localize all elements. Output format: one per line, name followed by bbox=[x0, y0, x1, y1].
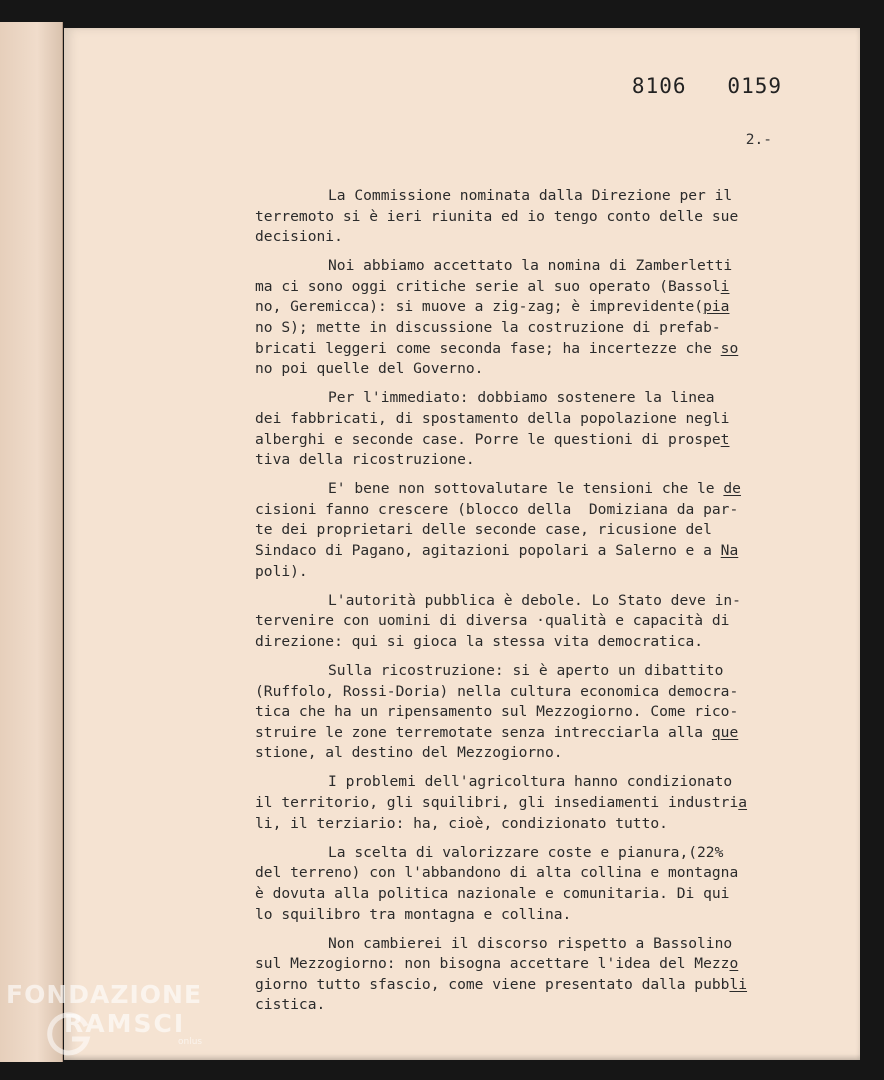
line-text: sul Mezzogiorno: non bisogna accettare l'idea del Mezz bbox=[255, 955, 730, 973]
text-line bbox=[255, 541, 795, 562]
text-line bbox=[255, 905, 795, 926]
text-line bbox=[255, 934, 795, 955]
document-body bbox=[255, 186, 795, 1024]
text-line bbox=[255, 743, 795, 764]
text-line bbox=[255, 186, 795, 207]
line-text: Noi abbiamo accettato la nomina di Zamberletti bbox=[328, 257, 733, 275]
text-line bbox=[255, 207, 795, 228]
paragraph bbox=[255, 256, 795, 380]
text-line bbox=[255, 611, 795, 632]
line-text: terremoto si è ieri riunita ed io tengo conto delle sue bbox=[255, 207, 739, 225]
underlined-fragment: i bbox=[720, 277, 730, 295]
text-line bbox=[255, 430, 795, 451]
line-text: stione, al destino del Mezzogiorno. bbox=[255, 744, 563, 762]
line-text: Sulla ricostruzione: si è aperto un dibattito bbox=[328, 661, 724, 679]
gramsci-g-logo-icon bbox=[46, 1012, 92, 1058]
text-line bbox=[255, 863, 795, 884]
text-line bbox=[255, 682, 795, 703]
text-line bbox=[255, 995, 795, 1016]
text-line bbox=[255, 772, 795, 793]
line-text: lo squilibro tra montagna e collina. bbox=[255, 905, 572, 923]
line-text: no poi quelle del Governo. bbox=[255, 360, 484, 378]
paragraph bbox=[255, 934, 795, 1016]
line-text: dei fabbricati, di spostamento della popolazione negli bbox=[255, 409, 730, 427]
underlined-fragment: Na bbox=[720, 542, 739, 559]
line-text: Sindaco di Pagano, agitazioni popolari a Salerno e a bbox=[255, 542, 721, 559]
underlined-fragment: so bbox=[720, 339, 739, 357]
text-line bbox=[255, 591, 795, 612]
line-text: te dei proprietari delle seconde case, ricusione del bbox=[255, 521, 712, 539]
text-line bbox=[255, 814, 795, 835]
line-text: decisioni. bbox=[255, 228, 343, 246]
paragraph bbox=[255, 661, 795, 764]
underlined-fragment: que bbox=[711, 723, 739, 741]
line-text: li, il terziario: ha, cioè, condizionato tutto. bbox=[255, 814, 668, 832]
line-text: E' bene non sottovalutare le tensioni che le bbox=[328, 480, 724, 498]
line-text: è dovuta alla politica nazionale e comunitaria. Di qui bbox=[255, 884, 730, 902]
text-line bbox=[255, 277, 795, 298]
line-text: giorno tutto sfascio, come viene presentato dalla pubb bbox=[255, 975, 730, 993]
underlined-fragment: de bbox=[723, 480, 741, 498]
text-line bbox=[255, 318, 795, 339]
paragraph bbox=[255, 843, 795, 925]
paragraph bbox=[255, 479, 795, 582]
line-text: no, Geremicca): si muove a zig-zag; è imprevidente( bbox=[255, 298, 704, 316]
line-text: struire le zone terremotate senza intrecciarla alla bbox=[255, 723, 712, 741]
line-text: alberghi e seconde case. Porre le questioni di prospe bbox=[255, 430, 721, 448]
text-line bbox=[255, 632, 795, 653]
paragraph bbox=[255, 591, 795, 653]
text-line bbox=[255, 843, 795, 864]
text-line bbox=[255, 793, 795, 814]
line-text: L'autorità pubblica è debole. Lo Stato deve in- bbox=[328, 591, 741, 609]
line-text: (Ruffolo, Rossi-Doria) nella cultura economica democra- bbox=[255, 682, 739, 700]
watermark-logo bbox=[6, 982, 202, 1047]
text-line bbox=[255, 975, 795, 996]
underlined-fragment: pia bbox=[703, 298, 730, 316]
text-line bbox=[255, 954, 795, 975]
line-text: tica che ha un ripensamento sul Mezzogiorno. Come rico- bbox=[255, 703, 739, 721]
watermark-line2: RAMSCI bbox=[64, 1009, 186, 1038]
line-text: ma ci sono oggi critiche serie al suo operato (Bassol bbox=[255, 277, 721, 295]
line-text: La scelta di valorizzare coste e pianura,(22% bbox=[328, 843, 724, 861]
line-text: bricati leggeri come seconda fase; ha incertezze che bbox=[255, 339, 721, 357]
back-sheet-edge bbox=[0, 22, 63, 1062]
text-line bbox=[255, 723, 795, 744]
paragraph bbox=[255, 388, 795, 470]
watermark-line3: onlus bbox=[178, 1037, 203, 1047]
text-line bbox=[255, 256, 795, 277]
line-text: tervenire con uomini di diversa ·qualità e capacità di bbox=[255, 612, 730, 630]
text-line bbox=[255, 500, 795, 521]
watermark-line1: FONDAZIONE bbox=[6, 980, 203, 1009]
text-line bbox=[255, 661, 795, 682]
paragraph bbox=[255, 772, 795, 834]
line-text: I problemi dell'agricoltura hanno condizionato bbox=[328, 773, 733, 791]
text-line bbox=[255, 520, 795, 541]
text-line bbox=[255, 702, 795, 723]
text-line bbox=[255, 359, 795, 380]
line-text: il territorio, gli squilibri, gli insediamenti industri bbox=[255, 794, 739, 812]
line-text: tiva della ricostruzione. bbox=[255, 451, 475, 469]
line-text: cistica. bbox=[255, 996, 326, 1014]
line-text: no S); mette in discussione la costruzione di prefab- bbox=[255, 319, 721, 337]
paragraph bbox=[255, 186, 795, 248]
line-text: La Commissione nominata dalla Direzione per il bbox=[328, 187, 733, 204]
underlined-fragment: a bbox=[738, 794, 748, 812]
line-text: poli). bbox=[255, 562, 308, 580]
text-line bbox=[255, 339, 795, 360]
line-text: cisioni fanno crescere (blocco della Domiziana da par- bbox=[255, 500, 739, 518]
text-line bbox=[255, 562, 795, 583]
line-text: direzione: qui si gioca la stessa vita democratica. bbox=[255, 632, 704, 650]
page-number: 2.- bbox=[745, 132, 772, 148]
text-line bbox=[255, 227, 795, 248]
text-line bbox=[255, 409, 795, 430]
underlined-fragment: t bbox=[720, 430, 730, 448]
document-page bbox=[64, 28, 860, 1060]
text-line bbox=[255, 450, 795, 471]
text-line bbox=[255, 884, 795, 905]
underlined-fragment: o bbox=[729, 955, 739, 973]
line-text: del terreno) con l'abbandono di alta collina e montagna bbox=[255, 864, 739, 882]
text-line bbox=[255, 297, 795, 318]
underlined-fragment: li bbox=[729, 975, 748, 993]
text-line bbox=[255, 479, 795, 500]
document-number: 8106 0159 bbox=[631, 74, 782, 98]
line-text: Per l'immediato: dobbiamo sostenere la linea bbox=[328, 389, 715, 407]
text-line bbox=[255, 388, 795, 409]
line-text: Non cambierei il discorso rispetto a Bassolino bbox=[328, 934, 733, 952]
